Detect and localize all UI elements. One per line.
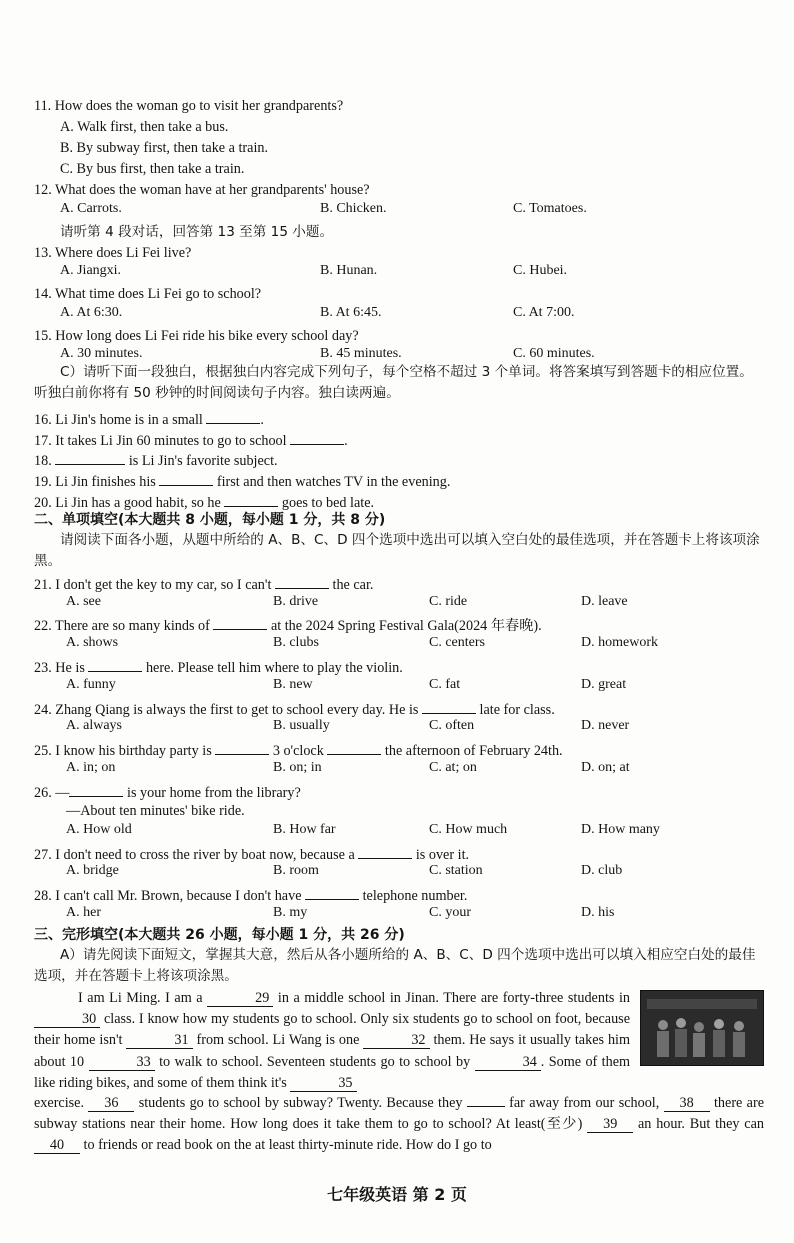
option: A. 30 minutes. xyxy=(60,346,143,361)
option: C. Hubei. xyxy=(513,263,568,278)
option: C. How much xyxy=(429,822,508,837)
question-28: 28. I can't call Mr. Brown, because I don't have telephone number. xyxy=(34,884,764,906)
answer-blank xyxy=(55,449,125,465)
option: A. Carrots. xyxy=(60,201,122,216)
answer-blank xyxy=(422,698,476,714)
option: C. 60 minutes. xyxy=(513,346,595,361)
question-18: 18. is Li Jin's favorite subject. xyxy=(34,449,764,471)
option: B. clubs xyxy=(273,635,319,650)
option: A. Jiangxi. xyxy=(60,263,122,278)
option: A. shows xyxy=(66,635,119,650)
option: A. her xyxy=(66,905,101,920)
option: D. club xyxy=(581,863,623,878)
question-26-reply: —About ten minutes' bike ride. xyxy=(66,803,245,819)
cloze-blank-31: 31 xyxy=(126,1032,192,1049)
options-row xyxy=(60,863,764,883)
option: C. your xyxy=(429,905,471,920)
option: B. room xyxy=(273,863,319,878)
question-20: 20. Li Jin has a good habit, so he goes to bed late. xyxy=(34,491,764,513)
question-16: 16. Li Jin's home is in a small . xyxy=(34,408,764,430)
answer-blank xyxy=(224,491,278,507)
option: D. never xyxy=(581,718,630,733)
answer-blank xyxy=(290,429,344,445)
answer-blank xyxy=(305,884,359,900)
cloze-blank-40: 40 xyxy=(34,1137,80,1154)
option: D. great xyxy=(581,677,627,692)
page-footer: 七年级英语 第 2 页 xyxy=(327,1185,467,1204)
question-19: 19. Li Jin finishes his first and then watches TV in the evening. xyxy=(34,470,764,492)
options-row xyxy=(60,822,764,842)
students-photo xyxy=(640,990,764,1066)
option: C. By bus first, then take a train. xyxy=(60,161,245,177)
option: B. At 6:45. xyxy=(320,305,382,320)
section-2-instruction: 请阅读下面各小题，从题中所给的 A、B、C、D 四个选项中选出可以填入空白处的最佳选项，并在答题卡上将该项涂黑。 xyxy=(34,532,760,569)
cloze-blank-36: 36 xyxy=(88,1095,134,1112)
option: B. Hunan. xyxy=(320,263,378,278)
option: A. see xyxy=(66,594,101,609)
option: B. on; in xyxy=(273,760,322,775)
option: D. homework xyxy=(581,635,658,650)
part-c-instruction: C）请听下面一段独白，根据独白内容完成下列句子，每个空格不超过 3 个单词。将答案填写到答题卡的相应位置。听独白前你将有 50 秒钟的时间阅读句子内容。独白读两遍。 xyxy=(34,364,753,401)
cloze-blank-32: 32 xyxy=(363,1032,429,1049)
option: C. centers xyxy=(429,635,485,650)
question-12: 12. What does the woman have at her grandparents' house? xyxy=(34,182,370,198)
section-3-instruction: A）请先阅读下面短文，掌握其大意，然后从各小题所给的 A、B、C、D 四个选项中选出可以填入相应空白处的最佳选项，并在答题卡上将该项涂黑。 xyxy=(34,947,756,984)
option: C. fat xyxy=(429,677,461,692)
question-22: 22. There are so many kinds of at the 2024 Spring Festival Gala(2024 年春晚). xyxy=(34,614,764,636)
answer-blank xyxy=(159,470,213,486)
question-25: 25. I know his birthday party is 3 o'clock the afternoon of February 24th. xyxy=(34,739,764,761)
cloze-blank-29: 29 xyxy=(207,990,273,1007)
option: B. usually xyxy=(273,718,330,733)
question-27: 27. I don't need to cross the river by boat now, because a is over it. xyxy=(34,843,764,865)
option: B. Chicken. xyxy=(320,201,387,216)
option: A. in; on xyxy=(66,760,116,775)
dialog-instruction: 请听第 4 段对话，回答第 13 至第 15 小题。 xyxy=(60,224,334,240)
question-13: 13. Where does Li Fei live? xyxy=(34,245,192,261)
option: C. Tomatoes. xyxy=(513,201,587,216)
question-23: 23. He is here. Please tell him where to play the violin. xyxy=(34,656,764,678)
cloze-blank-30: 30 xyxy=(34,1011,100,1028)
question-26: 26. — is your home from the library? xyxy=(34,781,764,803)
options-row xyxy=(60,305,764,325)
options-row xyxy=(60,677,764,697)
option: C. at; on xyxy=(429,760,477,775)
options-row xyxy=(60,635,764,655)
answer-blank xyxy=(88,656,142,672)
option: B. drive xyxy=(273,594,319,609)
options-row xyxy=(60,718,764,738)
cloze-blank-35: 35 xyxy=(290,1075,356,1092)
section-3-title: 三、完形填空(本大题共 26 小题，每小题 1 分，共 26 分) xyxy=(34,927,405,943)
answer-blank xyxy=(275,573,329,589)
section-2-title: 二、单项填空(本大题共 8 小题，每小题 1 分，共 8 分) xyxy=(34,512,386,528)
cloze-blank-39: 39 xyxy=(587,1116,633,1133)
option: B. By subway first, then take a train. xyxy=(60,140,269,156)
option: B. 45 minutes. xyxy=(320,346,402,361)
option: C. station xyxy=(429,863,483,878)
options-row xyxy=(60,760,764,780)
options-row xyxy=(60,594,764,614)
question-14: 14. What time does Li Fei go to school? xyxy=(34,286,262,302)
options-row xyxy=(60,201,764,221)
answer-blank xyxy=(213,614,267,630)
option: C. At 7:00. xyxy=(513,305,575,320)
option: B. How far xyxy=(273,822,336,837)
option: A. always xyxy=(66,718,122,733)
answer-blank xyxy=(206,408,260,424)
options-row xyxy=(60,905,764,925)
cloze-blank-38: 38 xyxy=(664,1095,710,1112)
answer-blank xyxy=(69,781,123,797)
option: D. How many xyxy=(581,822,660,837)
cloze-passage: I am Li Ming. I am a 29 in a middle school in Jinan. There are forty-three students in 30 class. I know how my students go to school. Only six students go to school on foot, because their home isn't 31 from school. Li Wang is one 32 them. He says it usually takes him about 10 33 to walk to school. Seventeen students go to school by 34 . Some of them like riding bikes, and some of them think it's 35 xyxy=(34,990,631,1091)
question-15: 15. How long does Li Fei ride his bike every school day? xyxy=(34,328,359,344)
option: B. my xyxy=(273,905,308,920)
option: D. on; at xyxy=(581,760,630,775)
cloze-blank-33: 33 xyxy=(89,1054,155,1071)
option: C. ride xyxy=(429,594,468,609)
answer-blank xyxy=(215,739,269,755)
question-21: 21. I don't get the key to my car, so I can't the car. xyxy=(34,573,764,595)
students-photo-image xyxy=(641,991,763,1065)
option: D. leave xyxy=(581,594,628,609)
cloze-blank-37 xyxy=(467,1106,505,1107)
option: A. At 6:30. xyxy=(60,305,123,320)
question-24: 24. Zhang Qiang is always the first to get to school every day. He is late for class. xyxy=(34,698,764,720)
option: B. new xyxy=(273,677,313,692)
option: C. often xyxy=(429,718,475,733)
question-17: 17. It takes Li Jin 60 minutes to go to school . xyxy=(34,429,764,451)
cloze-blank-34: 34 xyxy=(475,1054,541,1071)
answer-blank xyxy=(358,843,412,859)
answer-blank xyxy=(327,739,381,755)
question-11: 11. How does the woman go to visit her grandparents? xyxy=(34,98,344,114)
cloze-passage-cont: exercise. 36 students go to school by subway? Twenty. Because they far away from our school, 38 there are subway stations near their home. How long does it take them to go to school? At least(至少) 39 an hour. But they can 40 to friends or read book on the at least thirty-minute ride. How do I go to xyxy=(34,1095,764,1154)
option: A. Walk first, then take a bus. xyxy=(60,119,229,135)
option: A. bridge xyxy=(66,863,119,878)
option: A. How old xyxy=(66,822,132,837)
options-row xyxy=(60,263,764,283)
option: D. his xyxy=(581,905,615,920)
option: A. funny xyxy=(66,677,116,692)
